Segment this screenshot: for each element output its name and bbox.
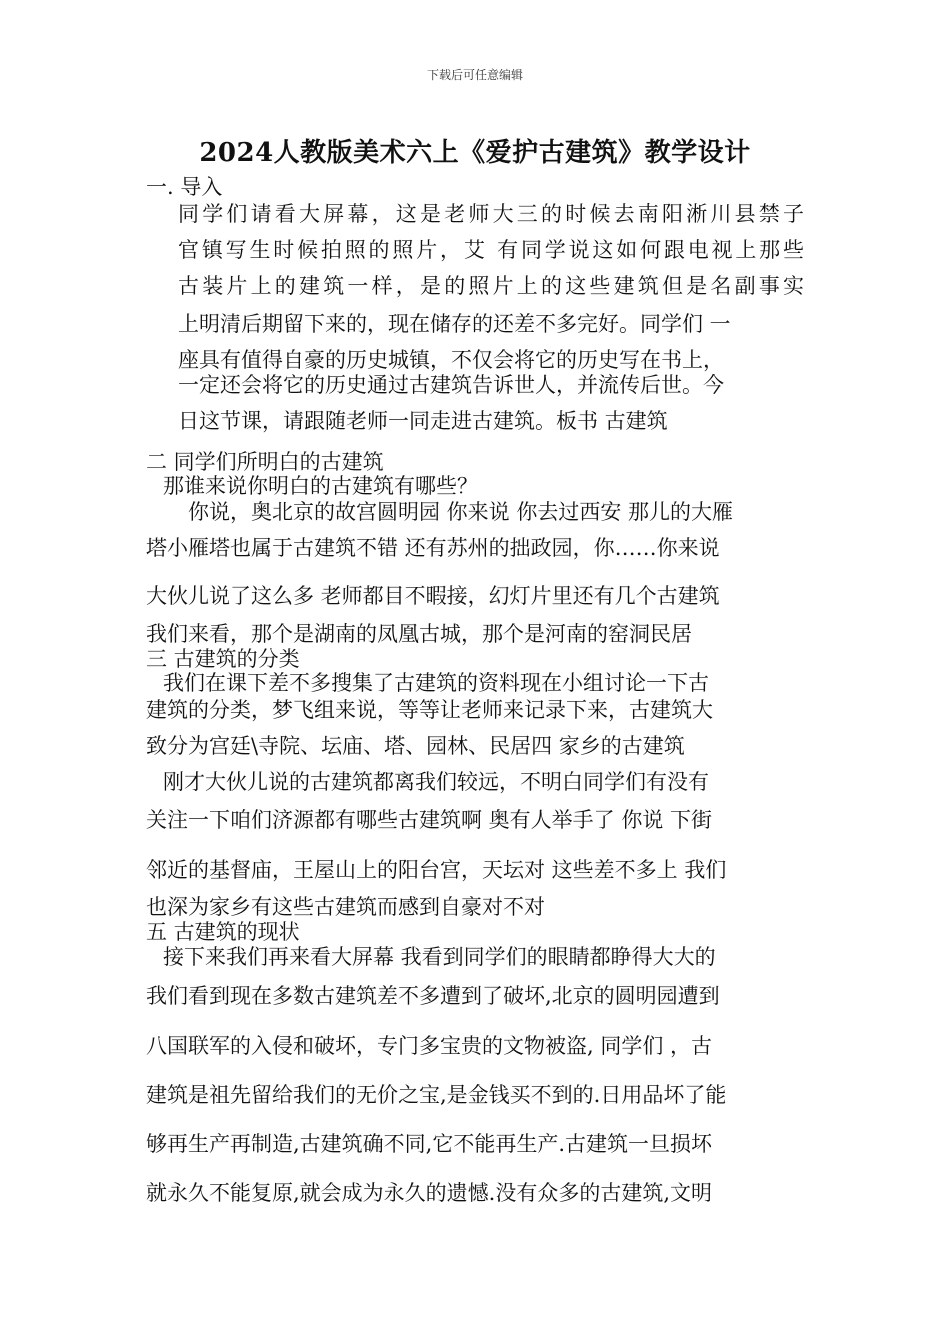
paragraph-line: 关注一下咱们济源都有哪些古建筑啊 奥有人举手了 你说 下街 [146, 808, 713, 832]
paragraph-line: 刚才大伙儿说的古建筑都离我们较远，不明白同学们有没有 [163, 770, 709, 794]
paragraph-line: 座具有值得自豪的历史城镇，不仅会将它的历史写在书上， [178, 348, 724, 372]
paragraph-line: 我们来看，那个是湖南的凤凰古城，那个是河南的窑洞民居 [146, 622, 692, 646]
paragraph-line: 官镇写生时候拍照的照片，艾 有同学说这如何跟电视上那些 [178, 238, 804, 262]
paragraph-line: 同学们请看大屏幕，这是老师大三的时候去南阳淅川县禁子 [178, 202, 804, 226]
paragraph-line: 塔小雁塔也属于古建筑不错 还有苏州的拙政园，你……你来说 [146, 536, 720, 560]
paragraph-line: 日这节课，请跟随老师一同走进古建筑。板书 古建筑 [178, 409, 668, 433]
document-title: 2024人教版美术六上《爱护古建筑》教学设计 [199, 138, 751, 168]
paragraph-line: 我们在课下差不多搜集了古建筑的资料现在小组讨论一下古 [163, 671, 709, 695]
paragraph-line: 一定还会将它的历史通过古建筑告诉世人，并流传后世。今 [178, 373, 724, 397]
paragraph-line: 建筑的分类，梦飞组来说，等等让老师来记录下来，古建筑大 [146, 698, 713, 722]
paragraph-line: 就永久不能复原,就会成为永久的遗憾.没有众多的古建筑,文明 [146, 1181, 713, 1205]
paragraph-line: 八国联军的入侵和破坏，专门多宝贵的文物被盗, 同学们 ，古 [146, 1034, 713, 1058]
paragraph-line: 那谁来说你明白的古建筑有哪些？ [163, 474, 478, 498]
section-heading-classification: 三 古建筑的分类 [146, 647, 300, 671]
section-heading-known: 二 同学们所明白的古建筑 [146, 450, 384, 474]
paragraph-line: 也深为家乡有这些古建筑而感到自豪对不对 [146, 895, 545, 919]
paragraph-line: 你说，奥北京的故宫圆明园 你来说 你去过西安 那儿的大雁 [188, 500, 734, 524]
section-heading-intro: 一. 导入 [146, 175, 223, 199]
header-note: 下载后可任意编辑 [426, 68, 523, 82]
paragraph-line: 上明清后期留下来的，现在储存的还差不多完好。同学们 一 [178, 312, 731, 336]
paragraph-line: 建筑是祖先留给我们的无价之宝,是金钱买不到的.日用品坏了能 [146, 1083, 727, 1107]
section-heading-status: 五 古建筑的现状 [146, 920, 300, 944]
paragraph-line: 古装片上的建筑一样，是的照片上的这些建筑但是名副事实 [178, 274, 804, 298]
paragraph-line: 邻近的基督庙，王屋山上的阳台宫，天坛对 这些差不多上 我们 [146, 858, 727, 882]
paragraph-line: 我们看到现在多数古建筑差不多遭到了破坏,北京的圆明园遭到 [146, 984, 720, 1008]
paragraph-line: 接下来我们再来看大屏幕 我看到同学们的眼睛都睁得大大的 [163, 945, 716, 969]
paragraph-line: 致分为宫廷\寺院、坛庙、塔、园林、民居四 家乡的古建筑 [146, 734, 685, 758]
paragraph-line: 够再生产再制造,古建筑确不同,它不能再生产.古建筑一旦损坏 [146, 1132, 713, 1156]
paragraph-line: 大伙儿说了这么多 老师都目不暇接，幻灯片里还有几个古建筑 [146, 584, 720, 608]
